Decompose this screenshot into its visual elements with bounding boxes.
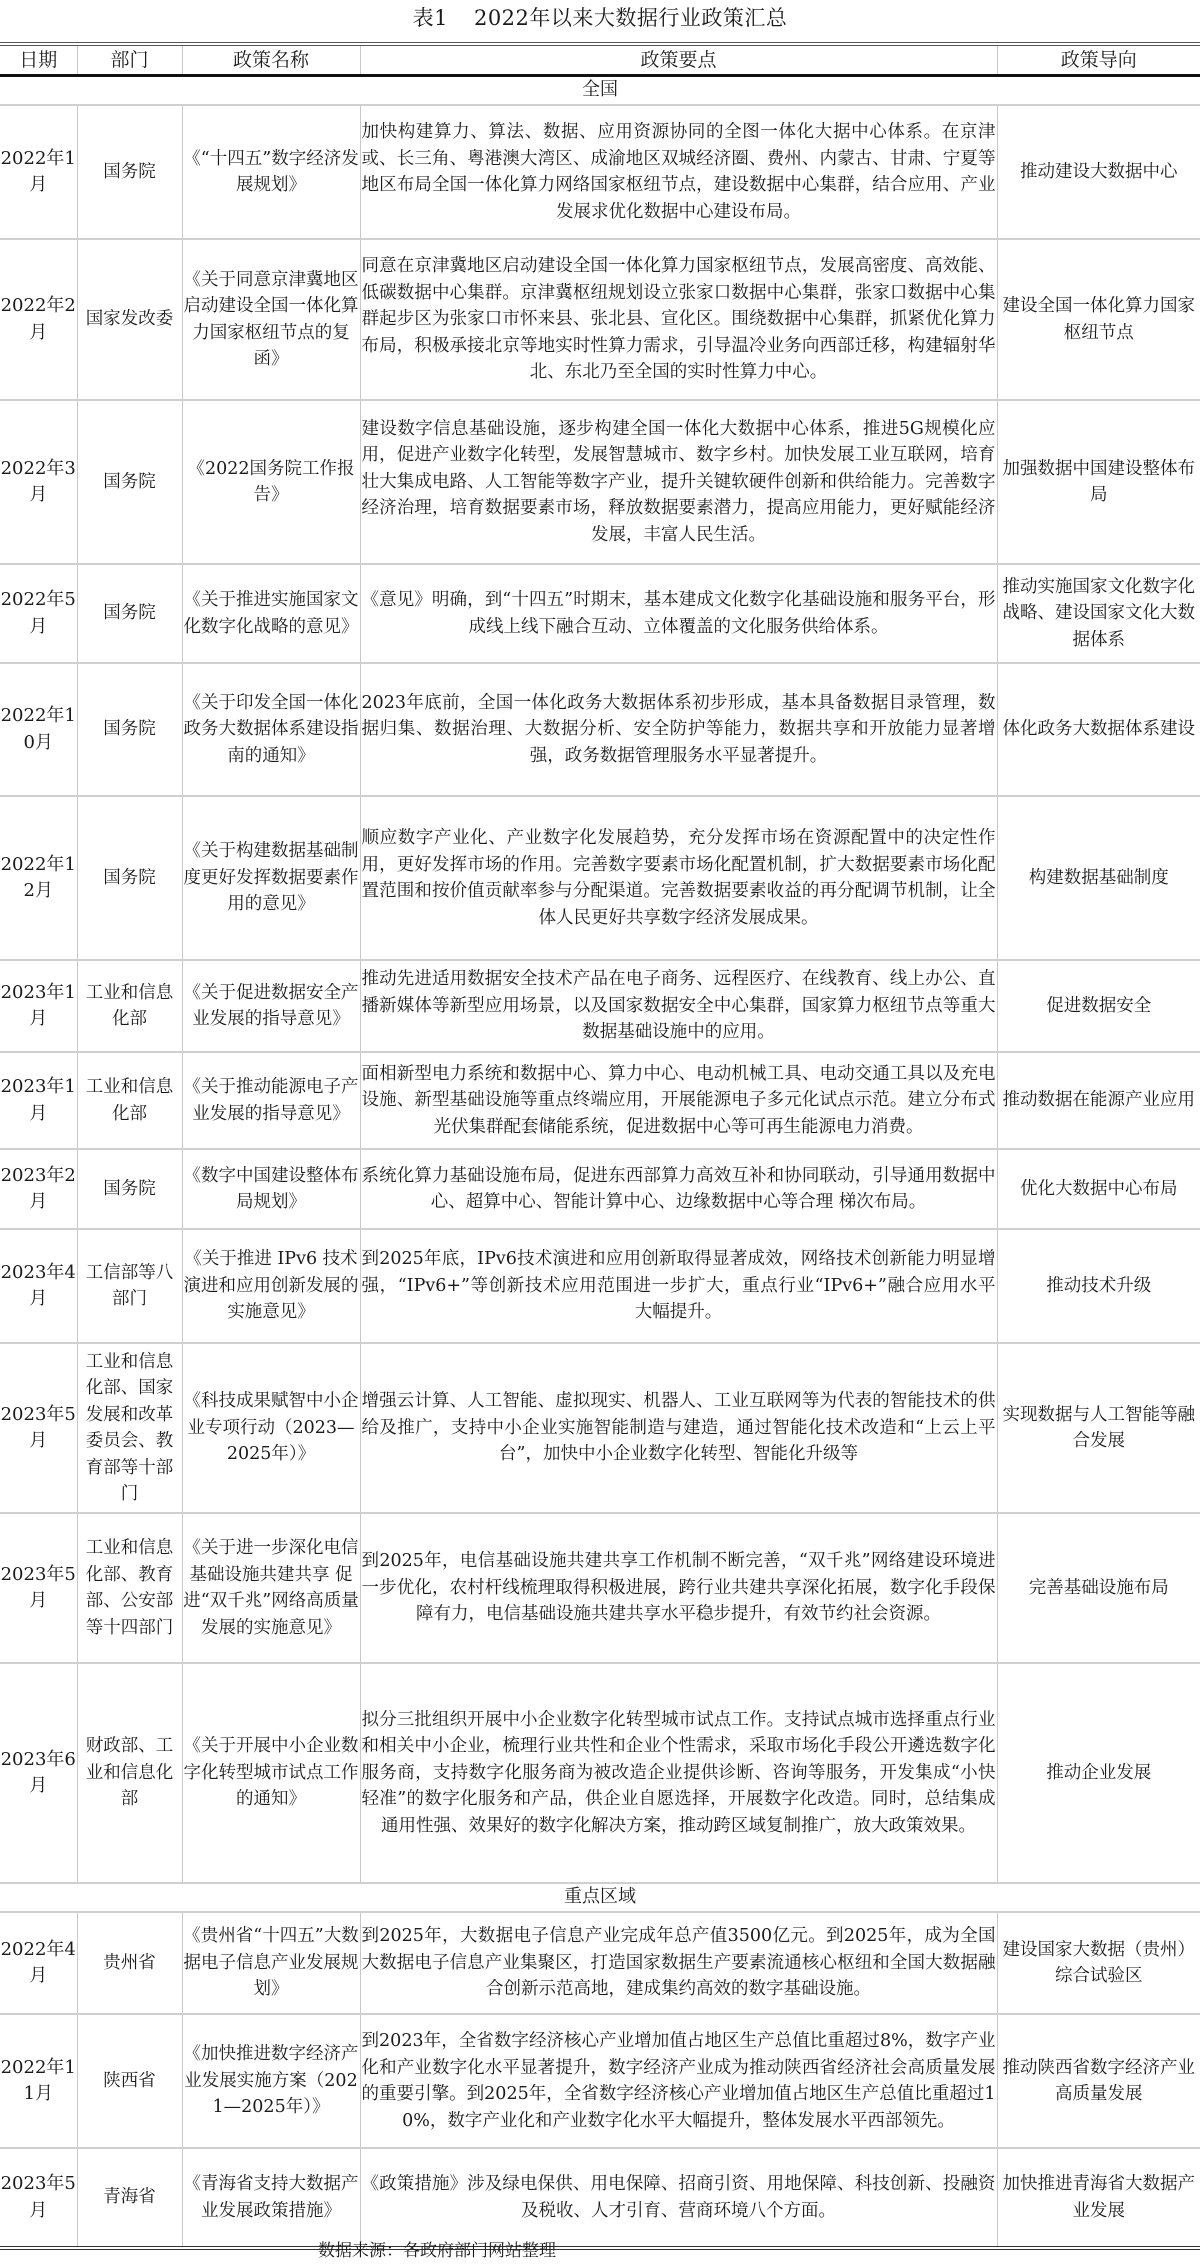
cell-direction: 推动建设大数据中心 [997,105,1200,239]
cell-points: 到2025年底，IPv6技术演进和应用创新取得显著成效，网络技术创新能力明显增强，“IPv6+”等创新技术应用范围进一步扩大，重点行业“IPv6+”融合应用水平大幅提升。 [360,1229,997,1343]
section-label: 重点区域 [0,1883,1200,1912]
cell-date: 2023年4月 [0,1229,77,1343]
source-note: 数据来源：各政府部门网站整理 [318,2241,556,2261]
table-row [0,796,1200,960]
table-row [0,2014,1200,2148]
header-direction: 政策导向 [997,44,1200,76]
cell-direction: 体化政务大数据体系建设 [997,663,1200,796]
cell-direction: 构建数据基础制度 [997,796,1200,960]
table-row [0,105,1200,239]
cell-date: 2022年12月 [0,796,77,960]
cell-direction: 完善基础设施布局 [997,1513,1200,1663]
cell-date: 2022年4月 [0,1912,77,2014]
cell-points: 系统化算力基础设施布局，促进东西部算力高效互补和协同联动，引导通用数据中心、超算中心、智能计算中心、边缘数据中心等合理 梯次布局。 [360,1149,997,1229]
table-row [0,1912,1200,2014]
cell-date: 2022年2月 [0,239,77,400]
cell-name: 《关于推动能源电子产业发展的指导意见》 [182,1052,360,1149]
table-row [0,1513,1200,1663]
cell-direction: 加强数据中国建设整体布局 [997,400,1200,564]
cell-name: 《关于推进实施国家文化数字化战略的意见》 [182,564,360,663]
caption-number: 表1 [412,6,448,30]
cell-points: 加快构建算力、算法、数据、应用资源协同的全图一体化大据中心体系。在京津或、长三角、粤港澳大湾区、成渝地区双城经济圈、费州、内蒙古、甘肃、宁夏等地区布局全国一体化算力网络国家枢纽节点，建设数据中心集群，结合应用、产业发展求优化数据中心建设布局。 [360,105,997,239]
section-row [0,1883,1200,1912]
cell-name: 《贵州省“十四五”大数据电子信息产业发展规划》 [182,1912,360,2014]
cell-dept: 工业和信息化部 [77,1052,182,1149]
cell-direction: 优化大数据中心布局 [997,1149,1200,1229]
cell-date: 2022年5月 [0,564,77,663]
cell-dept: 国务院 [77,105,182,239]
cell-date: 2022年10月 [0,663,77,796]
cell-date: 2023年1月 [0,960,77,1052]
cell-dept: 国家发改委 [77,239,182,400]
cell-points: 建设数字信息基础设施，逐步构建全国一体化大数据中心体系，推进5G规模化应用，促进产业数字化转型，发展智慧城市、数字乡村。加快发展工业互联网，培育壮大集成电路、人工智能等数字产业，提升关键软硬件创新和供给能力。完善数字经济治理，培育数据要素市场，释放数据要素潜力，提高应用能力，更好赋能经济发展，丰富人民生活。 [360,400,997,564]
cell-direction: 建设国家大数据（贵州）综合试验区 [997,1912,1200,2014]
header-date: 日期 [0,44,77,76]
cell-date: 2023年2月 [0,1149,77,1229]
caption-title: 2022年以来大数据行业政策汇总 [473,6,788,30]
cell-points: 2023年底前，全国一体化政务大数据体系初步形成，基本具备数据目录管理，数据归集、数据治理、大数据分析、安全防护等能力，数据共享和开放能力显著增强，政务数据管理服务水平显著提升。 [360,663,997,796]
header-name: 政策名称 [182,44,360,76]
cell-name: 《数字中国建设整体布局规划》 [182,1149,360,1229]
cell-date: 2023年1月 [0,1052,77,1149]
table-row [0,564,1200,663]
cell-direction: 推动数据在能源产业应用 [997,1052,1200,1149]
cell-date: 2022年3月 [0,400,77,564]
cell-date: 2022年1月 [0,105,77,239]
table-row [0,1343,1200,1513]
cell-date: 2023年5月 [0,2148,77,2248]
cell-dept: 国务院 [77,564,182,663]
header-dept: 部门 [77,44,182,76]
cell-name: 《关于构建数据基础制度更好发挥数据要素作用的意见》 [182,796,360,960]
cell-date: 2023年5月 [0,1343,77,1513]
cell-dept: 国务院 [77,1149,182,1229]
policy-table [0,42,1200,2250]
cell-direction: 推动陕西省数字经济产业高质量发展 [997,2014,1200,2148]
cell-dept: 工业和信息化部、国家发展和改革委员会、教育部等十部门 [77,1343,182,1513]
cell-points: 到2025年，电信基础设施共建共享工作机制不断完善，“双千兆”网络建设环境进一步优化，农村杆线梳理取得积极进展，跨行业共建共享深化拓展，数字化手段保障有力，电信基础设施共建共享水平稳步提升，有效节约社会资源。 [360,1513,997,1663]
header-row [0,44,1200,76]
cell-date: 2023年6月 [0,1663,77,1883]
cell-name: 《加快推进数字经济产业发展实施方案（2021—2025年）》 [182,2014,360,2148]
cell-name: 《科技成果赋智中小企业专项行动（2023—2025年）》 [182,1343,360,1513]
table-body [0,76,1200,2249]
cell-dept: 工信部等八部门 [77,1229,182,1343]
cell-date: 2022年11月 [0,2014,77,2148]
table-row [0,663,1200,796]
table-row [0,1149,1200,1229]
cell-name: 《关于推进 IPv6 技术演进和应用创新发展的实施意见》 [182,1229,360,1343]
cell-points: 《意见》明确，到“十四五”时期末，基本建成文化数字化基础设施和服务平台，形成线上线下融合互动、立体覆盖的文化服务供给体系。 [360,564,997,663]
cell-dept: 青海省 [77,2148,182,2248]
cell-direction: 推动实施国家文化数字化战略、建设国家文化大数据体系 [997,564,1200,663]
header-points: 政策要点 [360,44,997,76]
cell-direction: 促进数据安全 [997,960,1200,1052]
cell-points: 增强云计算、人工智能、虚拟现实、机器人、工业互联网等为代表的智能技术的供给及推广，支持中小企业实施智能制造与建造，通过智能化技术改造和“上云上平台”，加快中小企业数字化转型、智能化升级等 [360,1343,997,1513]
cell-points: 拟分三批组织开展中小企业数字化转型城市试点工作。支持试点城市选择重点行业和相关中小企业，梳理行业共性和企业个性需求，采取市场化手段公开遴选数字化服务商，支持数字化服务商为被改造企业提供诊断、咨询等服务，开发集成“小快轻准”的数字化服务和产品，供企业自愿选择，开展数字化改造。同时，总结集成通用性强、效果好的数字化解决方案，推动跨区域复制推广，放大政策效果。 [360,1663,997,1883]
cell-direction: 推动企业发展 [997,1663,1200,1883]
cell-dept: 工业和信息化部 [77,960,182,1052]
table-row [0,960,1200,1052]
cell-points: 顺应数字产业化、产业数字化发展趋势，充分发挥市场在资源配置中的决定性作用，更好发挥市场的作用。完善数字要素市场化配置机制，扩大数据要素市场化配置范围和按价值贡献率参与分配渠道。完善数据要素收益的再分配调节机制，让全体人民更好共享数字经济发展成果。 [360,796,997,960]
cell-name: 《关于开展中小企业数字化转型城市试点工作的通知》 [182,1663,360,1883]
section-row [0,76,1200,106]
table-row [0,1052,1200,1149]
cell-points: 推动先进适用数据安全技术产品在电子商务、远程医疗、在线教育、线上办公、直播新媒体等新型应用场景，以及国家数据安全中心集群，国家算力枢纽节点等重大数据基础设施中的应用。 [360,960,997,1052]
cell-points: 面相新型电力系统和数据中心、算力中心、电动机械工具、电动交通工具以及充电设施、新型基础设施等重点终端应用，开展能源电子多元化试点示范。建立分布式光伏集群配套储能系统，促进数据中心等可再生能源电力消费。 [360,1052,997,1149]
cell-direction: 建设全国一体化算力国家枢纽节点 [997,239,1200,400]
table-caption [0,0,1200,36]
cell-dept: 国务院 [77,663,182,796]
cell-dept: 陕西省 [77,2014,182,2148]
table-row [0,239,1200,400]
cell-points: 到2023年，全省数字经济核心产业增加值占地区生产总值比重超过8%，数字产业化和产业数字化水平显著提升，数字经济产业成为推动陕西省经济社会高质量发展的重要引擎。到2025年，全省数字经济核心产业增加值占地区生产总值比重超过10%，数字产业化和产业数字化水平大幅提升，整体发展水平西部领先。 [360,2014,997,2148]
table-row [0,1663,1200,1883]
cell-name: 《关于同意京津冀地区启动建设全国一体化算力国家枢纽节点的复函》 [182,239,360,400]
cell-dept: 财政部、工业和信息化部 [77,1663,182,1883]
cell-direction: 实现数据与人工智能等融合发展 [997,1343,1200,1513]
cell-dept: 国务院 [77,400,182,564]
cell-points: 到2025年，大数据电子信息产业完成年总产值3500亿元。到2025年，成为全国大数据电子信息产业集聚区，打造国家数据生产要素流通核心枢纽和全国大数据融合创新示范高地，建成集约高效的数字基础设施。 [360,1912,997,2014]
cell-dept: 贵州省 [77,1912,182,2014]
cell-dept: 工业和信息化部、教育部、公安部等十四部门 [77,1513,182,1663]
cell-points: 同意在京津冀地区启动建设全国一体化算力国家枢纽节点，发展高密度、高效能、低碳数据中心集群。京津冀枢纽规划设立张家口数据中心集群，张家口数据中心集群起步区为张家口市怀来县、张北县、宣化区。围绕数据中心集群，抓紧优化算力布局，积极承接北京等地实时性算力需求，引导温冷业务向西部迁移，构建辐射华北、东北乃至全国的实时性算力中心。 [360,239,997,400]
table-row [0,1229,1200,1343]
cell-name: 《“十四五”数字经济发展规划》 [182,105,360,239]
cell-points: 《政策措施》涉及绿电保供、用电保障、招商引资、用地保障、科技创新、投融资及税收、人才引育、营商环境八个方面。 [360,2148,997,2248]
cell-name: 《2022国务院工作报告》 [182,400,360,564]
cell-date: 2023年5月 [0,1513,77,1663]
cell-name: 《关于印发全国一体化政务大数据体系建设指南的通知》 [182,663,360,796]
cell-dept: 国务院 [77,796,182,960]
cell-name: 《关于进一步深化电信基础设施共建共享 促进“双千兆”网络高质量发展的实施意见》 [182,1513,360,1663]
table-row [0,2148,1200,2248]
table-row [0,400,1200,564]
section-label: 全国 [0,76,1200,106]
cell-name: 《青海省支持大数据产业发展政策措施》 [182,2148,360,2248]
cell-direction: 推动技术升级 [997,1229,1200,1343]
cell-direction: 加快推进青海省大数据产业发展 [997,2148,1200,2248]
cell-name: 《关于促进数据安全产业发展的指导意见》 [182,960,360,1052]
